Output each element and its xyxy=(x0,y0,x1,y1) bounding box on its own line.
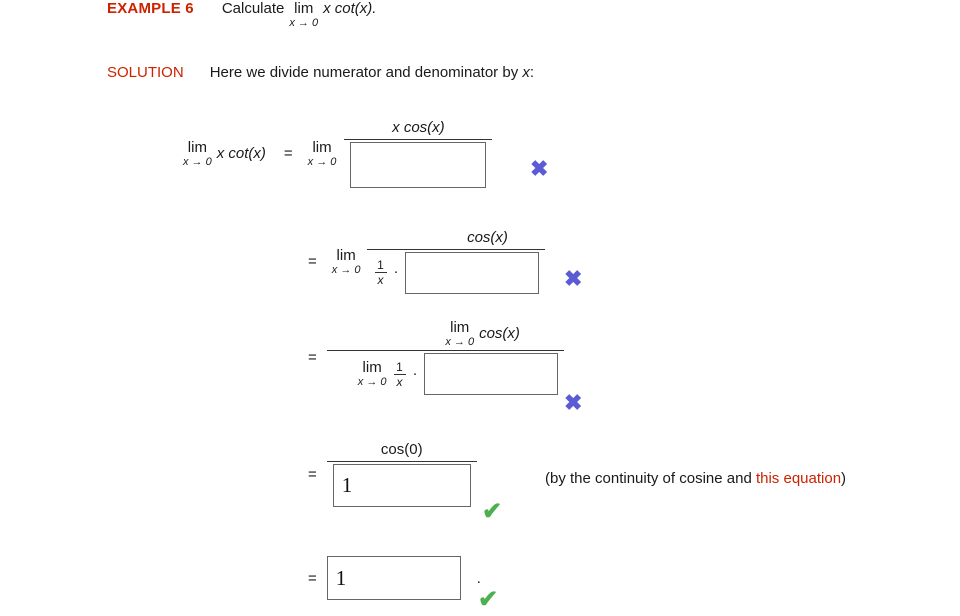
numerator-1: x cos(x) xyxy=(392,119,445,136)
note-text-after: ) xyxy=(841,470,847,487)
limit-lim-text: lim xyxy=(312,138,332,156)
equation-line-1 xyxy=(178,118,492,190)
solution-variable: x xyxy=(522,64,530,81)
numerator-2: cos(x) xyxy=(467,229,508,246)
equals-sign-4: = xyxy=(308,465,317,483)
limit-lim-text: lim xyxy=(362,359,382,376)
coefficient-fraction-2 xyxy=(375,259,387,286)
numerator-expression-3: cos(x) xyxy=(479,324,520,342)
limit-operator-rhs-1 xyxy=(308,140,337,168)
fraction-4 xyxy=(327,440,477,509)
answer-input-1[interactable] xyxy=(350,142,486,188)
status-mark-correct-5: ✔ xyxy=(478,586,499,613)
coefficient-numerator: 1 xyxy=(377,258,384,272)
limit-operator-numerator-3 xyxy=(445,320,474,348)
note-link[interactable]: this equation xyxy=(755,470,842,487)
limit-subscript: x → 0 xyxy=(357,376,387,388)
denominator-4 xyxy=(327,462,477,509)
equals-sign-3: = xyxy=(308,349,317,366)
answer-input-3[interactable] xyxy=(424,353,558,395)
equation-line-4 xyxy=(308,440,477,509)
denominator-1 xyxy=(344,140,492,190)
solution-text xyxy=(210,64,534,81)
equation-line-5 xyxy=(308,556,481,600)
lhs-expression: x cot(x) xyxy=(216,145,266,163)
status-mark-correct-4: ✔ xyxy=(482,498,503,525)
heading-expression: x cot(x). xyxy=(323,0,377,17)
limit-subscript: x → 0 xyxy=(307,155,337,168)
coefficient-numerator: 1 xyxy=(396,359,403,374)
coefficient-fraction-3 xyxy=(394,361,406,388)
fraction-3 xyxy=(327,318,564,397)
denominator-2 xyxy=(367,250,545,296)
limit-subscript: x → 0 xyxy=(331,263,361,276)
numerator-3 xyxy=(327,318,564,350)
solution-text-after: : xyxy=(529,64,535,81)
status-mark-incorrect-3: ✖ xyxy=(564,390,583,415)
status-mark-incorrect-2: ✖ xyxy=(564,266,583,291)
continuity-note xyxy=(545,470,846,487)
limit-operator-heading xyxy=(289,1,318,29)
limit-lim-text: lim xyxy=(187,138,207,156)
answer-input-2[interactable] xyxy=(405,252,539,294)
solution-line xyxy=(107,64,534,81)
example-heading xyxy=(107,0,376,29)
equation-line-3 xyxy=(308,318,564,397)
multiplication-dot-3: · xyxy=(412,364,418,382)
limit-lim-text: lim xyxy=(336,246,356,264)
trailing-period: . xyxy=(476,569,481,587)
numerator-4: cos(0) xyxy=(380,441,423,458)
limit-operator-denominator-3 xyxy=(358,360,387,388)
limit-subscript: x → 0 xyxy=(445,336,475,348)
status-mark-incorrect-1: ✖ xyxy=(530,156,549,181)
equals-sign-2: = xyxy=(308,253,317,271)
coefficient-denominator: x xyxy=(396,374,403,389)
limit-lim-text: lim xyxy=(294,0,314,17)
limit-subscript: x → 0 xyxy=(183,155,212,168)
note-text-before: (by the continuity of cosine and xyxy=(545,470,756,487)
fraction-1 xyxy=(344,118,492,190)
equation-line-2 xyxy=(308,228,545,296)
example-label: EXAMPLE 6 xyxy=(107,0,194,17)
calculate-word: Calculate xyxy=(221,0,285,17)
multiplication-dot-2: · xyxy=(393,263,399,281)
fraction-2 xyxy=(367,228,545,296)
equals-sign-5: = xyxy=(308,569,317,587)
limit-operator-2 xyxy=(332,248,361,276)
limit-subscript: x → 0 xyxy=(289,17,319,29)
denominator-3 xyxy=(327,351,564,397)
solution-text-before: Here we divide numerator and denominator by xyxy=(209,64,519,81)
limit-lim-text: lim xyxy=(450,319,470,336)
solution-label: SOLUTION xyxy=(107,64,184,81)
limit-operator-lhs xyxy=(183,140,212,168)
answer-input-4[interactable] xyxy=(333,464,471,507)
coefficient-denominator: x xyxy=(377,273,384,287)
equals-sign-1: = xyxy=(283,145,293,163)
answer-input-5[interactable] xyxy=(327,556,461,600)
